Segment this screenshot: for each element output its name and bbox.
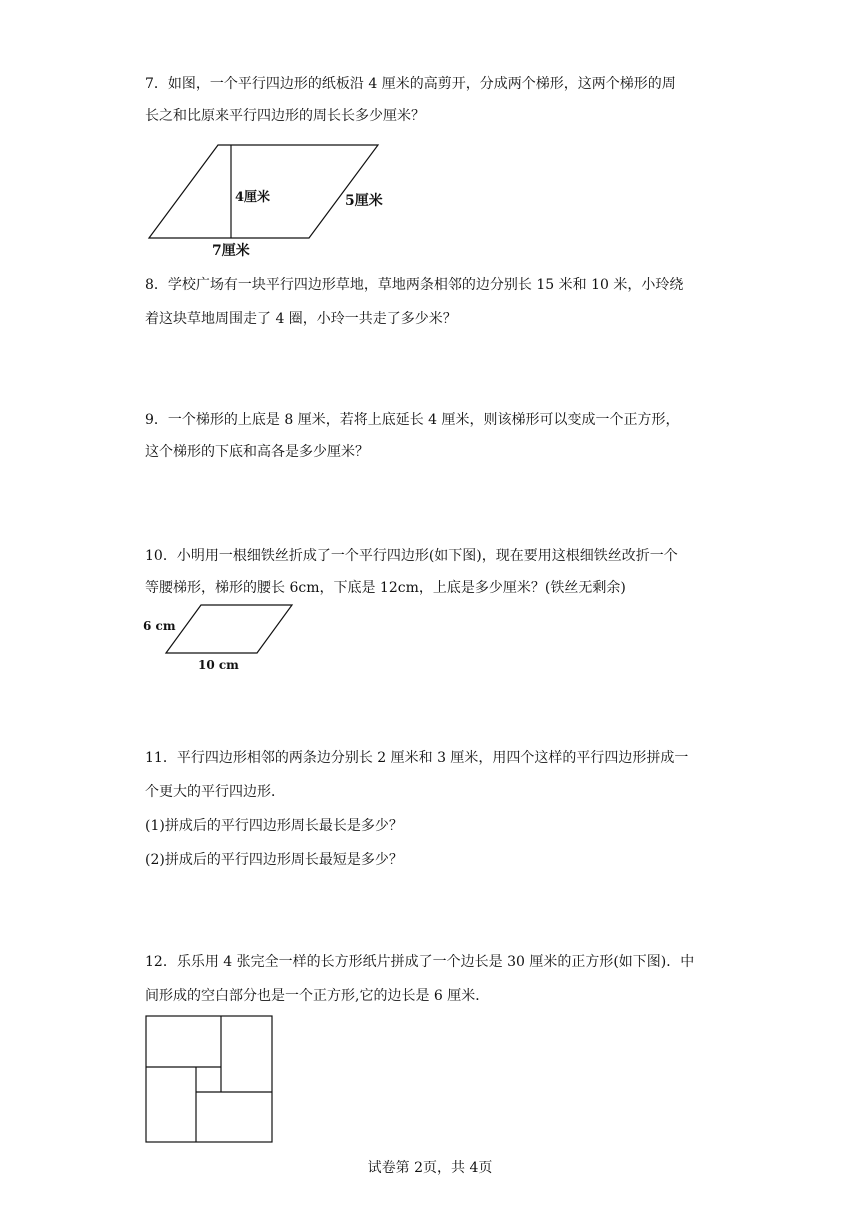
q11-text-line-1: 11．平行四边形相邻的两条边分别长 2 厘米和 3 厘米，用四个这样的平行四边形拼成一	[145, 750, 689, 766]
q7-text-line-2: 长之和比原来平行四边形的周长长多少厘米？	[145, 108, 425, 124]
q12-text-line-1: 12．乐乐用 4 张完全一样的长方形纸片拼成了一个边长是 30 厘米的正方形(如下图)．中	[145, 954, 695, 970]
q9-text-line-2: 这个梯形的下底和高各是多少厘米？	[145, 444, 369, 460]
q12-square-figure	[145, 1015, 275, 1145]
q10-parallelogram-outline	[166, 605, 292, 653]
page-footer: 试卷第 2页，共 4页	[367, 1160, 493, 1176]
q7-height-label: 4厘米	[235, 190, 271, 205]
q12-text-line-2: 间形成的空白部分也是一个正方形,它的边长是 6 厘米．	[145, 988, 490, 1004]
q10-side-label: 6 cm	[143, 619, 176, 633]
q10-parallelogram-figure	[140, 600, 300, 676]
q10-text-line-1: 10．小明用一根细铁丝折成了一个平行四边形(如下图)，现在要用这根细铁丝改折一个	[145, 548, 678, 564]
q11-text-line-2: 个更大的平行四边形．	[145, 784, 285, 800]
q7-text-line-1: 7．如图，一个平行四边形的纸板沿 4 厘米的高剪开，分成两个梯形，这两个梯形的周	[145, 76, 676, 92]
q11-subquestion-2: (2)拼成后的平行四边形周长最短是多少？	[145, 852, 403, 868]
q10-text-line-2: 等腰梯形，梯形的腰长 6cm，下底是 12cm，上底是多少厘米？(铁丝无剩余)	[145, 580, 626, 596]
q8-text-line-1: 8．学校广场有一块平行四边形草地，草地两条相邻的边分别长 15 米和 10 米，小玲绕	[145, 277, 684, 293]
q8-text-line-2: 着这块草地周围走了 4 圈，小玲一共走了多少米？	[145, 311, 457, 327]
q7-base-label: 7厘米	[212, 243, 250, 259]
q7-parallelogram-figure	[140, 136, 400, 264]
q7-side-label: 5厘米	[345, 193, 383, 209]
q9-text-line-1: 9．一个梯形的上底是 8 厘米，若将上底延长 4 厘米，则该梯形可以变成一个正方形，	[145, 412, 680, 428]
q11-subquestion-1: (1)拼成后的平行四边形周长最长是多少？	[145, 818, 403, 834]
q12-outer-square	[146, 1016, 272, 1142]
q10-base-label: 10 cm	[198, 658, 239, 672]
